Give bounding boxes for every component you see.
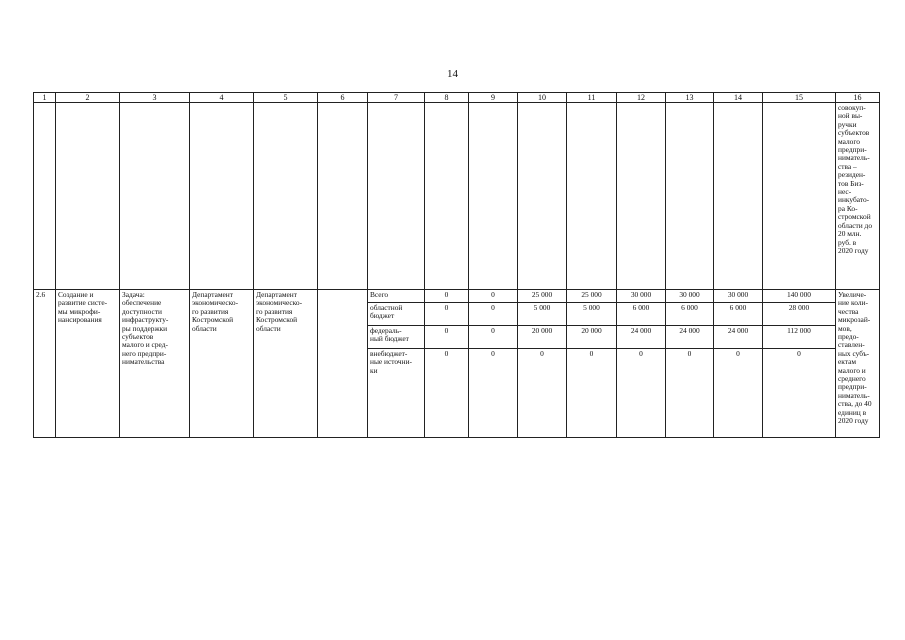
empty-cell xyxy=(318,103,368,290)
empty-cell xyxy=(254,103,318,290)
column-header: 10 xyxy=(518,93,567,103)
column-header: 14 xyxy=(714,93,763,103)
column-header: 13 xyxy=(666,93,714,103)
column-header: 12 xyxy=(617,93,666,103)
empty-cell xyxy=(425,103,469,290)
value-cell: 0 xyxy=(469,326,518,349)
value-cell: 20 000 xyxy=(567,326,617,349)
activity-name: Создание и развитие систе- мы микрофи- нансирования xyxy=(56,290,120,438)
value-cell: 6 000 xyxy=(666,303,714,326)
value-cell: 0 xyxy=(425,349,469,438)
program-table xyxy=(33,92,880,438)
value-cell: 24 000 xyxy=(617,326,666,349)
value-cell: 0 xyxy=(518,349,567,438)
value-cell: 0 xyxy=(567,349,617,438)
value-cell: 5 000 xyxy=(567,303,617,326)
executor-cell: Департамент экономическо- го развития Костромской области xyxy=(190,290,254,438)
column-header: 4 xyxy=(190,93,254,103)
column-header: 11 xyxy=(567,93,617,103)
column-header: 16 xyxy=(836,93,880,103)
empty-cell xyxy=(763,103,836,290)
empty-cell xyxy=(714,103,763,290)
value-cell: 0 xyxy=(763,349,836,438)
continuation-row xyxy=(34,103,880,290)
column-header: 3 xyxy=(120,93,190,103)
value-cell: 0 xyxy=(714,349,763,438)
column-number-header xyxy=(34,93,880,103)
column-header: 5 xyxy=(254,93,318,103)
value-cell: 6 000 xyxy=(714,303,763,326)
empty-cell xyxy=(368,103,425,290)
empty-cell xyxy=(120,103,190,290)
column-header: 9 xyxy=(469,93,518,103)
continuation-indicator-cell: совокуп- ной вы- ручки субъектов малого предпри- ниматель- ства – резиден- тов Биз- нес- инкубато- ра Ко- стромской области до 20 млн. руб. в 2020 году xyxy=(836,103,880,290)
empty-cell xyxy=(567,103,617,290)
column-header: 1 xyxy=(34,93,56,103)
value-cell: 5 000 xyxy=(518,303,567,326)
source-label: внебюджет- ные источни- ки xyxy=(368,349,425,438)
value-cell: 6 000 xyxy=(617,303,666,326)
value-cell: 0 xyxy=(469,290,518,303)
empty-cell xyxy=(617,103,666,290)
value-cell: 0 xyxy=(666,349,714,438)
source-label: Всего xyxy=(368,290,425,303)
value-cell: 140 000 xyxy=(763,290,836,303)
empty-cell xyxy=(469,103,518,290)
value-cell: 0 xyxy=(469,303,518,326)
value-cell: 25 000 xyxy=(518,290,567,303)
value-cell: 0 xyxy=(425,290,469,303)
value-cell: 0 xyxy=(425,326,469,349)
source-label: федераль- ный бюджет xyxy=(368,326,425,349)
funding-row-total xyxy=(34,290,880,303)
value-cell: 30 000 xyxy=(714,290,763,303)
value-cell: 20 000 xyxy=(518,326,567,349)
value-cell: 25 000 xyxy=(567,290,617,303)
value-cell: 0 xyxy=(617,349,666,438)
column-header: 8 xyxy=(425,93,469,103)
value-cell: 0 xyxy=(469,349,518,438)
responsible-cell: Департамент экономическо- го развития Костромской области xyxy=(254,290,318,438)
empty-cell xyxy=(190,103,254,290)
value-cell: 30 000 xyxy=(617,290,666,303)
value-cell: 30 000 xyxy=(666,290,714,303)
column-header: 6 xyxy=(318,93,368,103)
value-cell: 24 000 xyxy=(666,326,714,349)
page-number: 14 xyxy=(447,68,458,80)
source-label: областной бюджет xyxy=(368,303,425,326)
value-cell: 28 000 xyxy=(763,303,836,326)
column-header: 15 xyxy=(763,93,836,103)
task-cell: Задача: обеспечение доступности инфраструкту- ры поддержки субъектов малого и сред- него предпри- нимательства xyxy=(120,290,190,438)
empty-cell xyxy=(34,103,56,290)
column-header: 2 xyxy=(56,93,120,103)
indicator-cell: Увеличе- ние коли- чества микрозай- мов, предо- ставлен- ных субъ- ектам малого и среднего предпри- ниматель- ства, до 40 единиц в 2020 году xyxy=(836,290,880,438)
empty-cell xyxy=(56,103,120,290)
value-cell: 24 000 xyxy=(714,326,763,349)
column-header: 7 xyxy=(368,93,425,103)
value-cell: 0 xyxy=(425,303,469,326)
empty-cell xyxy=(318,290,368,438)
value-cell: 112 000 xyxy=(763,326,836,349)
empty-cell xyxy=(666,103,714,290)
row-number: 2.6 xyxy=(34,290,56,438)
empty-cell xyxy=(518,103,567,290)
